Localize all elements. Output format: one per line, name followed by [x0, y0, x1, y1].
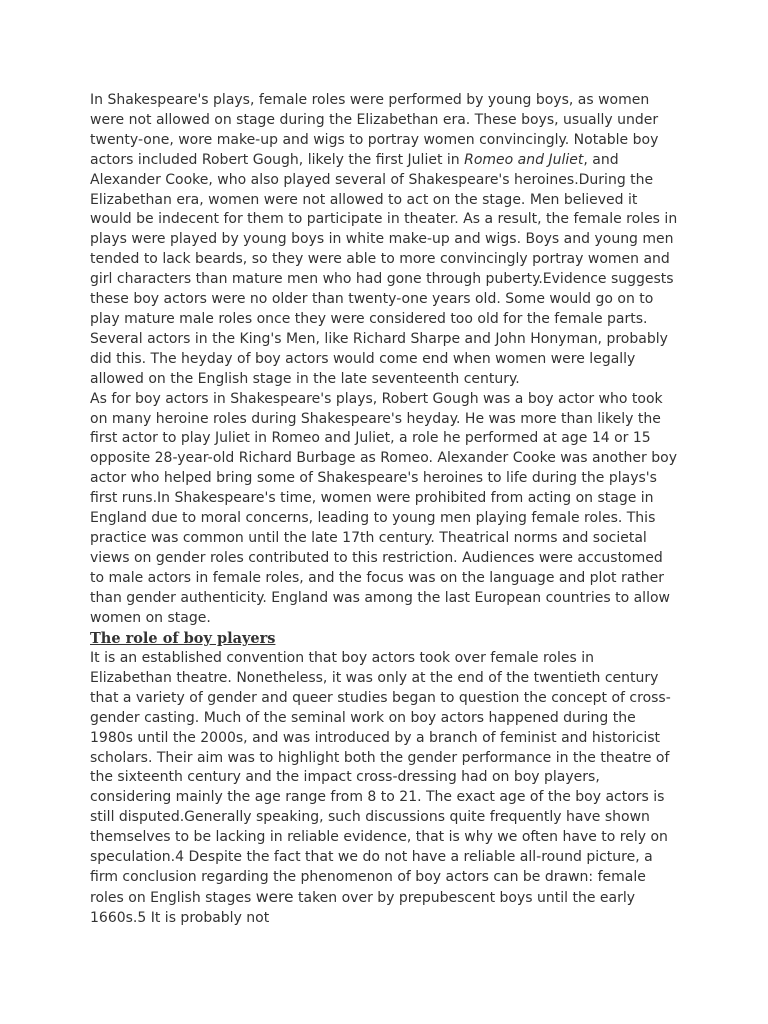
paragraph-intro: [90, 91, 680, 390]
paragraph-intro-text-start: In Shakespeare's plays, female roles were performed by young boys, as women were not allowed on stage during the Elizabethan era. These boys, usually under twenty-one, wore make-up and wigs to portray women convincingly. Notable boy actors included Robert Gough, likely the first Juliet in: [90, 92, 659, 168]
document-body: [90, 91, 680, 929]
section-heading: The role of boy players: [90, 630, 276, 648]
emphasized-word: were: [255, 887, 294, 906]
play-title-italic: Romeo and Juliet: [464, 151, 584, 168]
paragraph-role-of-boy-players: [90, 649, 680, 929]
paragraph-role-text-start: It is an established convention that boy actors took over female roles in Elizabethan theatre. Nonetheless, it was only at the end of the twentieth century that a variety of gender and queer studies began to question the concept of cross-gender casting. Much of the seminal work on boy actors happened during the 1980s until the 2000s, and was introduced by a branch of feminist and historicist scholars. Their aim was to highlight both the gender performance in the theatre of the sixteenth century and the impact cross-dressing had on boy players, considering mainly the age range from 8 to 21. The exact age of the boy actors is still disputed.Generally speaking, such discussions quite frequently have shown themselves to be lacking in reliable evidence, that is why we often have to rely on speculation.4 Despite the fact that we do not have a reliable all-round picture, a firm conclusion regarding the phenomenon of boy actors can be drawn: female roles on English stages: [90, 649, 671, 906]
paragraph-role-text-end: taken over by prepubescent boys until the early 1660s.5 It is probably not: [90, 889, 636, 926]
paragraph-intro-text-end: , and Alexander Cooke, who also played several of Shakespeare's heroines.During the Elizabethan era, women were not allowed to act on the stage. Men believed it would be indecent for them to participate in theater. As a result, the female roles in plays were played by young boys in white make-up and wigs. Boys and young men tended to lack beards, so they were able to more convincingly portray women and girl characters than mature men who had gone through puberty.Evidence suggests these boy actors were no older than twenty-one years old. Some would go on to play mature male roles once they were considered too old for the female parts. Several actors in the King's Men, like Richard Sharpe and John Honyman, probably did this. The heyday of boy actors would come end when women were legally allowed on the English stage in the late seventeenth century.: [90, 151, 678, 387]
paragraph-boy-actors: As for boy actors in Shakespeare's plays, Robert Gough was a boy actor who took on many heroine roles during Shakespeare's heyday. He was more than likely the first actor to play Juliet in Romeo and Juliet, a role he performed at age 14 or 15 opposite 28-year-old Richard Burbage as Romeo. Alexander Cooke was another boy actor who helped bring some of Shakespeare's heroines to life during the plays's first runs.In Shakespeare's time, women were prohibited from acting on stage in England due to moral concerns, leading to young men playing female roles. This practice was common until the late 17th century. Theatrical norms and societal views on gender roles contributed to this restriction. Audiences were accustomed to male actors in female roles, and the focus was on the language and plot rather than gender authenticity. England was among the last European countries to allow women on stage.: [90, 390, 677, 626]
